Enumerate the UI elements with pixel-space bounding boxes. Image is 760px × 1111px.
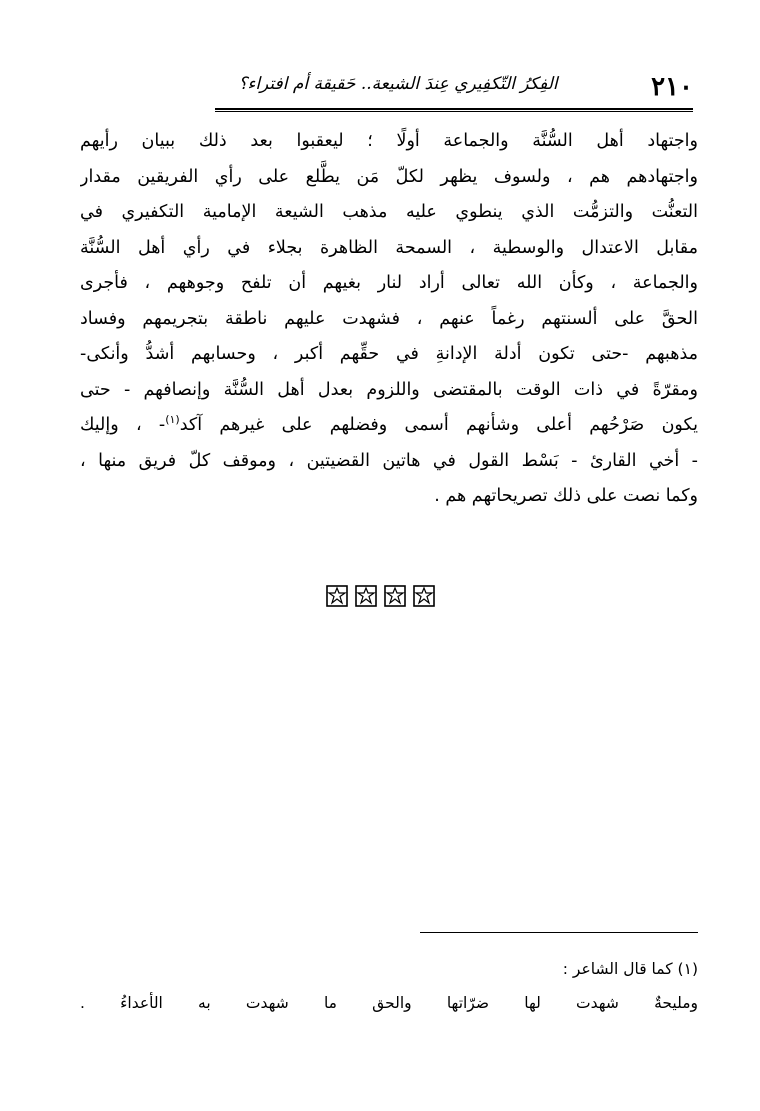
ornament-star-icon	[355, 585, 377, 607]
header-rule-thin	[215, 111, 693, 112]
body-line-3: التعنُّت والتزمُّت الذي ينطوي عليه مذهب الشيعة الإمامية التكفيري في	[80, 202, 698, 222]
running-title: الفِكرُ التّكفِيري عِندَ الشيعة.. حَقيقة أم افتراء؟	[238, 74, 558, 94]
footnote-rule	[420, 932, 698, 933]
body-line-7: مذهبهم -حتى تكون أدلة الإدانةِ في حقِّهم أكبر ، وحسابهم أشدُّ وأنكى-	[80, 344, 698, 364]
body-line-8: ومقرّةً في ذات الوقت بالمقتضى واللزوم بعدل أهل السُّنَّة وإنصافهم - حتى	[80, 379, 698, 400]
body-line-11: وكما نصت على ذلك تصريحاتهم هم .	[434, 486, 698, 506]
body-line-6: الحقَّ على ألسنتهم رغماً عنهم ، فشهدت عليهم ناطقة بتجريمهم وفساد	[80, 308, 698, 329]
body-line-10: - أخي القارئ - بَسْط القول في هاتين القضيتين ، وموقف كلّ فريق منها ،	[80, 450, 698, 471]
footnote-intro: كما قال الشاعر :	[562, 960, 673, 978]
header-rule	[215, 108, 693, 110]
page-number: ٢١٠	[651, 72, 693, 102]
body-line-1: واجتهاد أهل السُّنَّة والجماعة أولًا ؛ ليعقبوا بعد ذلك ببيان رأيهم	[80, 131, 698, 151]
footnote-number: (١)	[677, 960, 698, 978]
ornament-star-icon	[326, 585, 348, 607]
body-line-5: والجماعة ، وكأن الله تعالى أراد لنار بغيهم أن تلفح وجوههم ، فأجرى	[80, 273, 698, 293]
page-header	[215, 68, 693, 108]
body-line-2: واجتهادهم هم ، ولسوف يظهر لكلّ مَن يطَّلع على رأي الفريقين مقدار	[80, 166, 698, 187]
body-line-9	[80, 408, 698, 444]
ornament-star-icon	[413, 585, 435, 607]
footnote-heading	[80, 952, 698, 986]
body-line-9-tail: - ، وإليك	[80, 415, 166, 435]
footnote	[80, 952, 698, 1020]
footnote-verse: ومليحةٌ شهدت لها ضرّاتها والحق ما شهدت به الأعداءُ .	[80, 994, 698, 1012]
footnote-reference[interactable]: (١)	[165, 413, 180, 427]
body-line-4: مقابل الاعتدال والوسطية ، السمحة الظاهرة بجلاء في رأي أهل السُّنَّة	[80, 237, 698, 258]
body-line-9-text: يكون صَرْحُهم أعلى وشأنهم أسمى وفضلهم على غيرهم آكد	[179, 415, 698, 435]
ornament-star-icon	[384, 585, 406, 607]
section-ornament	[326, 585, 444, 609]
body-text	[80, 124, 698, 515]
